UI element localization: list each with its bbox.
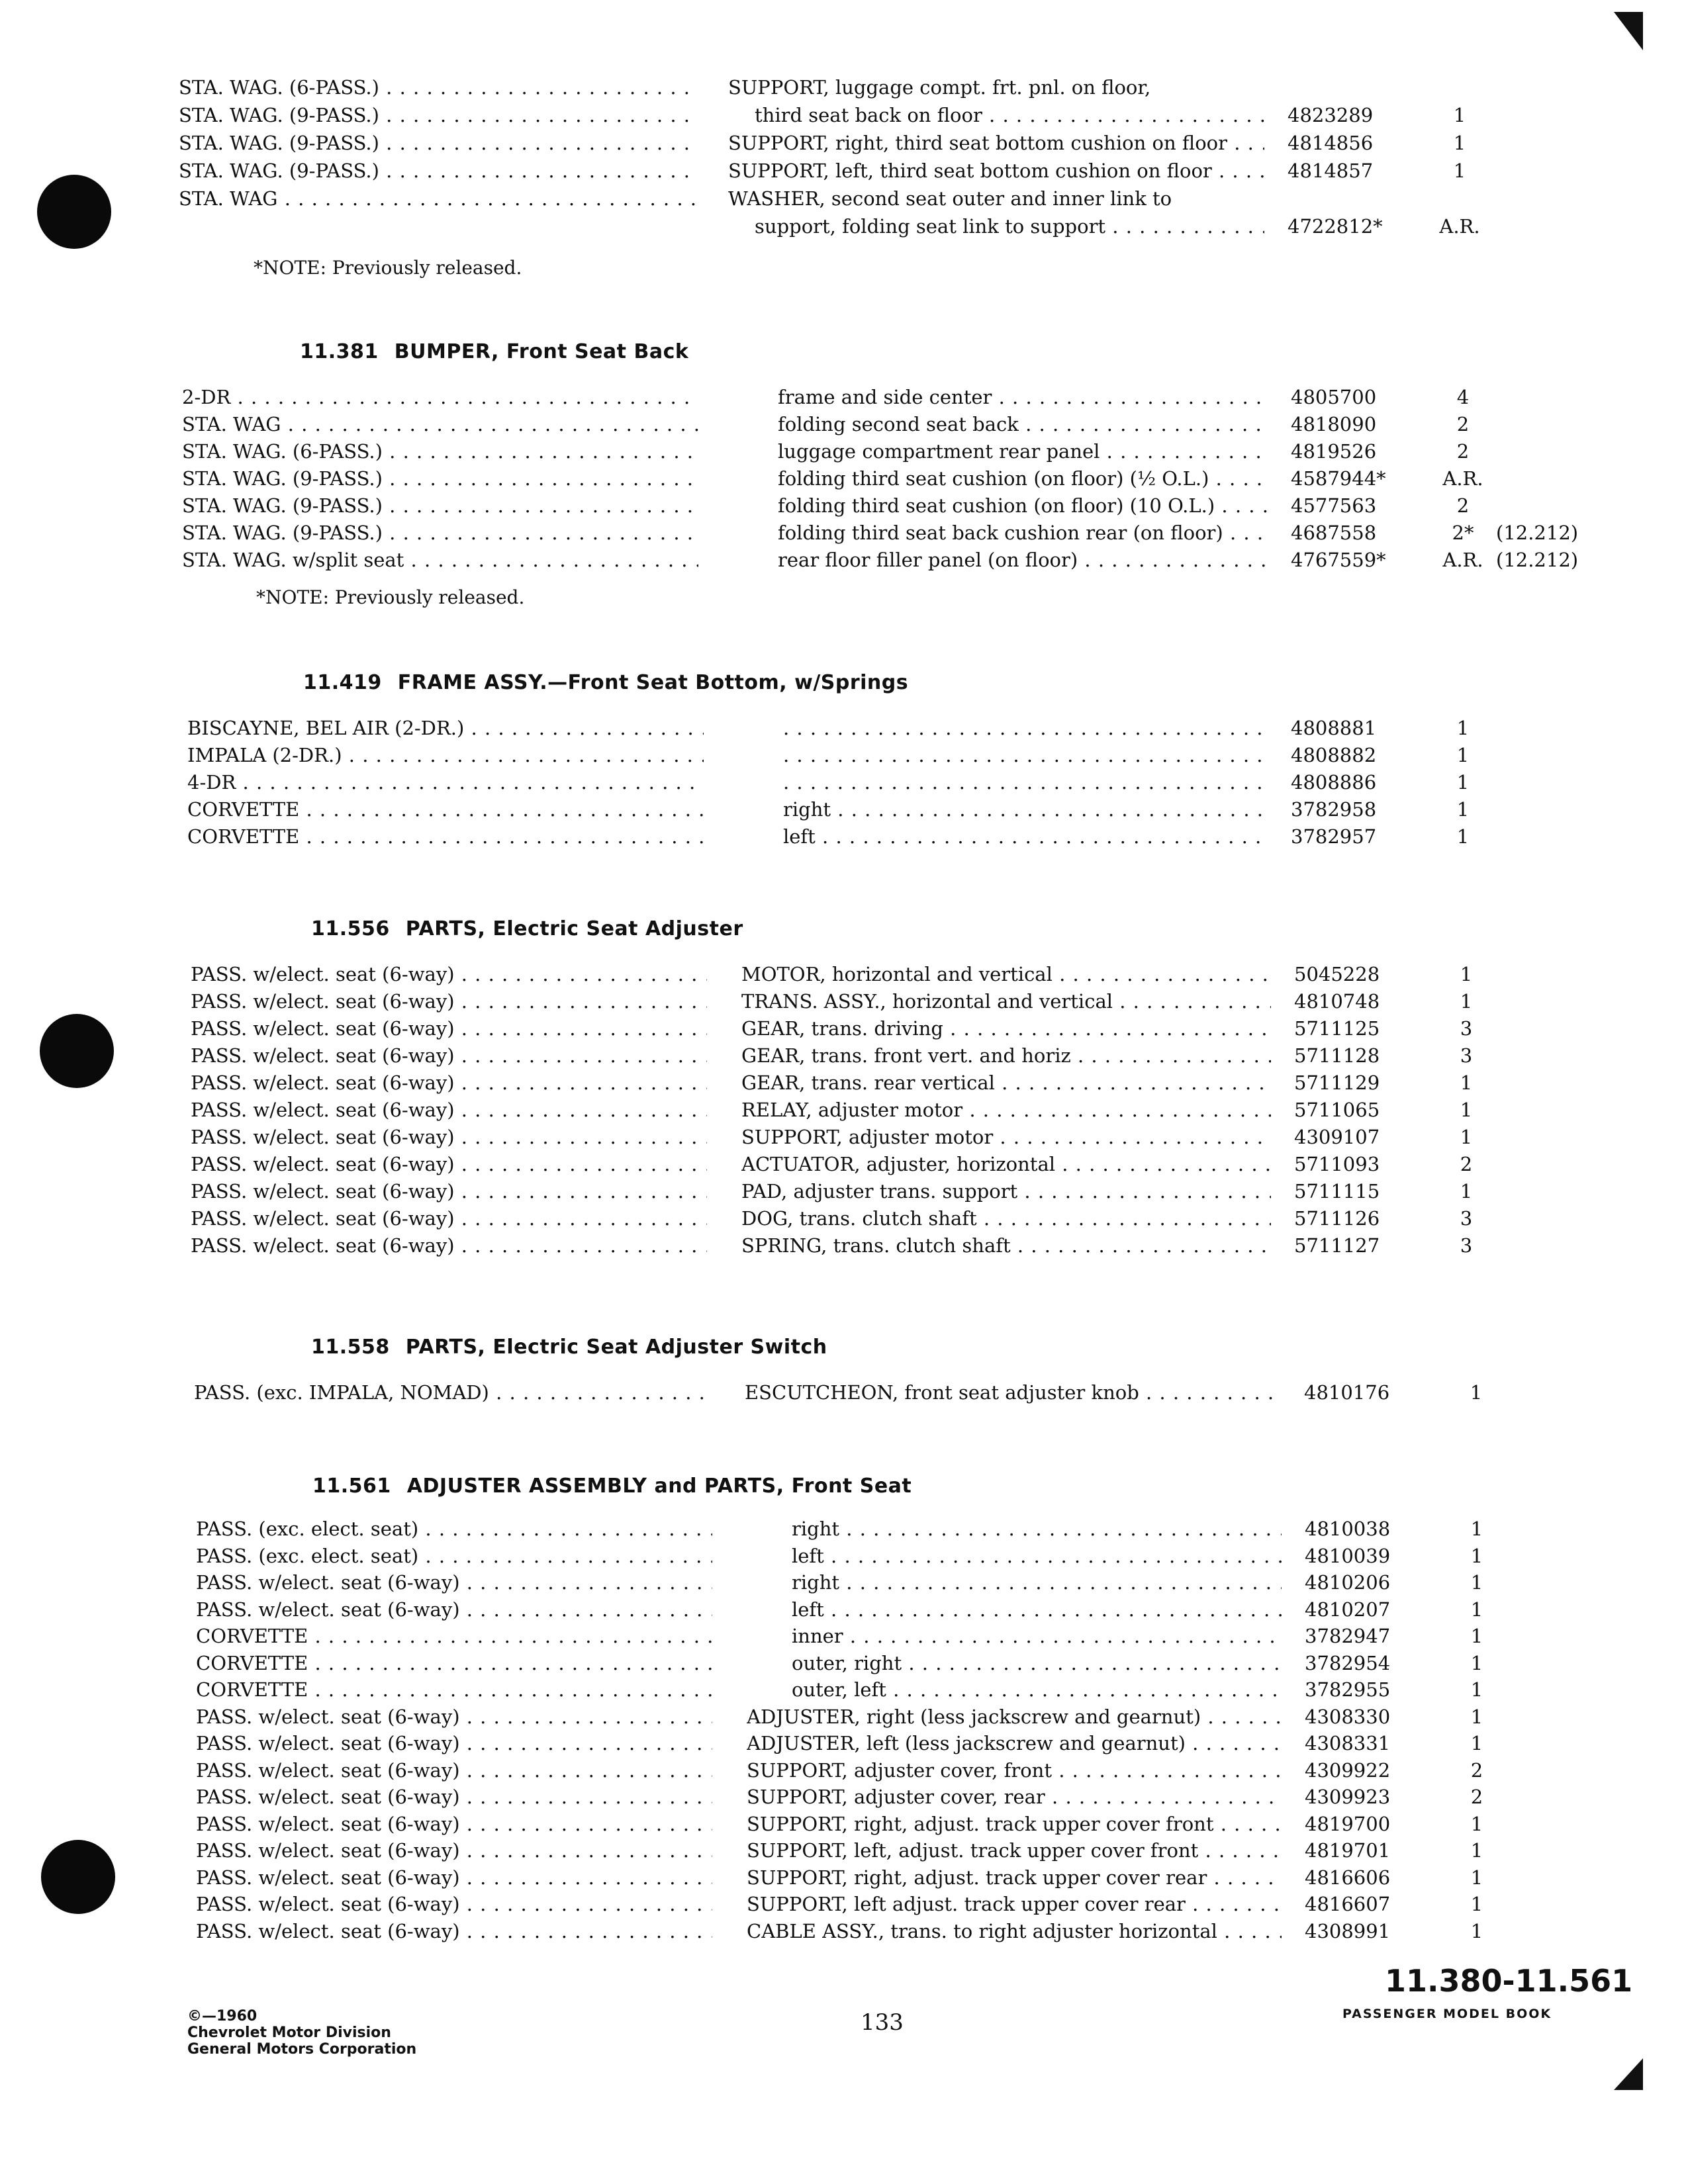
publisher-block [187, 2008, 416, 2058]
model-cell: PASS. w/elect. seat (6-way) . . . [191, 988, 707, 1015]
part-number: 4810748 [1294, 990, 1380, 1013]
quantity: 2 [1470, 1786, 1483, 1808]
model-cell: IMPALA (2-DR.) . . . [187, 742, 704, 769]
desc-cell: ADJUSTER, right (less jackscrew and gearnut) . . . [747, 1704, 1282, 1731]
model-cell: CORVETTE . . . [187, 796, 704, 823]
section-name: PARTS, [405, 1336, 486, 1359]
quantity: 2 [1456, 413, 1470, 435]
desc-cell: SUPPORT, left adjust. track upper cover rear . . . [747, 1891, 1282, 1918]
section-heading [303, 671, 908, 694]
quantity: 3 [1460, 1017, 1473, 1040]
part-number: 4577563 [1291, 494, 1377, 517]
model-cell: PASS. w/elect. seat (6-way) . . . [191, 1069, 707, 1097]
part-number: 4308991 [1305, 1919, 1391, 1942]
model-cell: CORVETTE . . . [196, 1676, 712, 1704]
quantity: 1 [1453, 159, 1466, 182]
corporation-name: General Motors Corporation [187, 2041, 417, 2058]
model-cell: STA. WAG. (9-PASS.) . . . [182, 492, 698, 520]
quantity: 1 [1460, 1126, 1473, 1148]
desc-cell: PAD, adjuster trans. support . . . [741, 1178, 1271, 1205]
quantity: 1 [1470, 1651, 1483, 1674]
model-cell: PASS. w/elect. seat (6-way) . . . [191, 1205, 707, 1232]
section-number: 11.419 [303, 671, 382, 694]
quantity: 1 [1456, 744, 1470, 766]
part-number: 4808882 [1291, 744, 1377, 766]
binder-hole-middle [40, 1014, 114, 1088]
part-number: 5711115 [1294, 1180, 1380, 1203]
part-number: 4823289 [1288, 104, 1374, 126]
desc-cell: DOG, trans. clutch shaft . . . [741, 1205, 1271, 1232]
quantity: 1 [1470, 1839, 1483, 1862]
quantity: 2 [1456, 494, 1470, 517]
quantity: 2 [1460, 1153, 1473, 1175]
model-cell: PASS. w/elect. seat (6-way) . . . [196, 1730, 712, 1757]
desc-cell: outer, right . . . [792, 1650, 1282, 1677]
part-number: 4309922 [1305, 1758, 1391, 1782]
footnote: *NOTE: Previously released. [256, 586, 525, 608]
model-cell: PASS. (exc. IMPALA, NOMAD) . . . [194, 1379, 710, 1406]
quantity: 2 [1456, 440, 1470, 463]
part-number: 5711128 [1294, 1044, 1380, 1067]
section-number: 11.381 [300, 340, 379, 363]
model-cell: CORVETTE . . . [196, 1650, 712, 1677]
part-number: 4810039 [1305, 1544, 1391, 1567]
part-number: 5711127 [1294, 1234, 1380, 1257]
model-cell: PASS. w/elect. seat (6-way) . . . [196, 1704, 712, 1731]
model-cell: PASS. w/elect. seat (6-way) . . . [196, 1837, 712, 1864]
desc-cell: third seat back on floor . . . [755, 102, 1264, 129]
reference: (12.212) [1496, 522, 1579, 544]
quantity: 1 [1470, 1518, 1483, 1540]
model-cell: PASS. w/elect. seat (6-way) . . . [196, 1891, 712, 1918]
quantity: 1 [1470, 1732, 1483, 1754]
footnote: *NOTE: Previously released. [254, 257, 522, 279]
model-cell: PASS. w/elect. seat (6-way) . . . [196, 1784, 712, 1811]
quantity: 1 [1456, 771, 1470, 794]
model-cell: PASS. w/elect. seat (6-way) . . . [191, 961, 707, 988]
part-number: 4810207 [1305, 1598, 1391, 1621]
quantity: 1 [1470, 1812, 1483, 1835]
model-cell: STA. WAG. (6-PASS.) . . . [182, 438, 698, 465]
desc-cell: RELAY, adjuster motor . . . [741, 1097, 1271, 1124]
desc-cell: ESCUTCHEON, front seat adjuster knob . . . [745, 1379, 1274, 1406]
quantity: 1 [1456, 825, 1470, 848]
part-number: 4767559* [1291, 549, 1386, 571]
part-number: 5711129 [1294, 1071, 1380, 1094]
part-number: 4587944* [1291, 467, 1386, 490]
desc-cell: GEAR, trans. rear vertical . . . [741, 1069, 1271, 1097]
section-subtitle: Electric Seat Adjuster Switch [492, 1336, 827, 1359]
model-cell: PASS. w/elect. seat (6-way) . . . [191, 1042, 707, 1069]
part-number: 4814856 [1288, 132, 1374, 154]
corner-mark-top-icon [1614, 12, 1647, 53]
model-cell: PASS. w/elect. seat (6-way) . . . [191, 1097, 707, 1124]
part-number: 4808886 [1291, 771, 1377, 794]
desc-cell: right . . . [783, 796, 1268, 823]
desc-cell: SUPPORT, luggage compt. frt. pnl. on floor, [728, 76, 1151, 99]
quantity: 1 [1460, 990, 1473, 1013]
part-number: 4819701 [1305, 1839, 1391, 1862]
quantity: 1 [1453, 132, 1466, 154]
desc-cell: folding third seat back cushion rear (on floor) . . . [778, 520, 1268, 547]
section-subtitle: Front Seat Back [506, 340, 689, 363]
model-cell: STA. WAG. (9-PASS.) . . . [179, 130, 695, 157]
desc-cell: folding third seat cushion (on floor) (½ O.L.) . . . [778, 465, 1268, 492]
desc-cell [783, 769, 1268, 796]
quantity: 1 [1470, 1571, 1483, 1594]
desc-cell: left . . . [783, 823, 1268, 850]
section-number: 11.561 [312, 1475, 391, 1498]
section-name: PARTS, [405, 917, 486, 940]
part-number: 4808881 [1291, 717, 1377, 739]
quantity: 1 [1460, 1071, 1473, 1094]
binder-hole-top [37, 175, 111, 249]
section-heading [311, 917, 743, 940]
desc-cell: luggage compartment rear panel . . . [778, 438, 1268, 465]
desc-cell: MOTOR, horizontal and vertical . . . [741, 961, 1271, 988]
desc-cell: SUPPORT, adjuster cover, front . . . [747, 1757, 1282, 1784]
quantity: 1 [1470, 1598, 1483, 1621]
part-number: 4810206 [1305, 1571, 1391, 1594]
desc-cell: SUPPORT, adjuster cover, rear . . . [747, 1784, 1282, 1811]
part-number: 4816607 [1305, 1893, 1391, 1915]
quantity: 3 [1460, 1207, 1473, 1230]
model-cell: BISCAYNE, BEL AIR (2-DR.) . . . [187, 715, 704, 742]
model-cell: STA. WAG. (6-PASS.) . . . [179, 74, 695, 101]
model-cell: PASS. w/elect. seat (6-way) . . . [196, 1757, 712, 1784]
part-number: 4819526 [1291, 440, 1377, 463]
quantity: 1 [1470, 1678, 1483, 1701]
desc-cell: GEAR, trans. front vert. and horiz . . . [741, 1042, 1271, 1069]
part-number: 4816606 [1305, 1866, 1391, 1889]
part-number: 4309107 [1294, 1126, 1380, 1148]
model-cell: STA. WAG . . . [182, 411, 698, 438]
desc-cell [783, 742, 1268, 769]
quantity: A.R. [1442, 549, 1483, 571]
part-number: 4308330 [1305, 1705, 1391, 1728]
section-subtitle: and PARTS, Front Seat [654, 1475, 912, 1498]
section-number: 11.558 [311, 1336, 390, 1359]
model-cell: CORVETTE . . . [196, 1623, 712, 1650]
copyright: ©—1960 [187, 2008, 258, 2025]
desc-cell: folding third seat cushion (on floor) (10 O.L.) . . . [778, 492, 1268, 520]
part-number: 5711093 [1294, 1153, 1380, 1175]
section-heading [311, 1336, 827, 1359]
desc-cell: ADJUSTER, left (less jackscrew and gearnut) . . . [747, 1730, 1282, 1757]
part-number: 5711126 [1294, 1207, 1380, 1230]
model-cell: STA. WAG. (9-PASS.) . . . [182, 465, 698, 492]
part-number: 5711125 [1294, 1017, 1380, 1040]
desc-cell: inner . . . [792, 1623, 1282, 1650]
quantity: 1 [1460, 963, 1473, 985]
part-number: 4814857 [1288, 159, 1374, 182]
quantity: 3 [1460, 1044, 1473, 1067]
desc-cell: SPRING, trans. clutch shaft . . . [741, 1232, 1271, 1259]
quantity: 1 [1456, 798, 1470, 821]
section-range: 11.380-11.561 [1385, 1963, 1633, 1999]
quantity: 1 [1470, 1544, 1483, 1567]
desc-cell: SUPPORT, right, adjust. track upper cover rear . . . [747, 1864, 1282, 1891]
section-name: BUMPER, [394, 340, 499, 363]
part-number: 4805700 [1291, 386, 1377, 408]
desc-cell: support, folding seat link to support . . . [755, 213, 1264, 240]
section-subtitle: Electric Seat Adjuster [492, 917, 743, 940]
section-subtitle: —Front Seat Bottom, w/Springs [547, 671, 909, 694]
part-number: 4810038 [1305, 1518, 1391, 1540]
model-cell: PASS. (exc. elect. seat) . . . [196, 1516, 712, 1543]
quantity: 2* [1452, 522, 1474, 544]
quantity: 1 [1460, 1180, 1473, 1203]
desc-cell: WASHER, second seat outer and inner link to [728, 187, 1172, 210]
quantity: 1 [1453, 104, 1466, 126]
desc-cell: outer, left . . . [792, 1676, 1282, 1704]
quantity: 1 [1470, 1625, 1483, 1647]
quantity: 1 [1456, 717, 1470, 739]
section-name: FRAME ASSY. [397, 671, 548, 694]
desc-cell: right . . . [792, 1569, 1282, 1596]
section-heading [312, 1475, 912, 1498]
part-number: 4687558 [1291, 522, 1377, 544]
desc-cell [783, 715, 1268, 742]
binder-hole-bottom [41, 1840, 115, 1914]
quantity: 1 [1460, 1099, 1473, 1121]
quantity: 3 [1460, 1234, 1473, 1257]
corner-mark-bottom-icon [1614, 2058, 1647, 2093]
quantity: 1 [1470, 1705, 1483, 1728]
model-cell: STA. WAG. w/split seat . . . [182, 547, 698, 574]
part-number: 4309923 [1305, 1786, 1391, 1808]
part-number: 3782954 [1305, 1651, 1391, 1674]
desc-cell: SUPPORT, right, adjust. track upper cover front . . . [747, 1811, 1282, 1838]
quantity: A.R. [1442, 467, 1483, 490]
model-cell: 4-DR . . . [187, 769, 704, 796]
division-name: Chevrolet Motor Division [187, 2025, 391, 2041]
model-cell: PASS. w/elect. seat (6-way) . . . [196, 1864, 712, 1891]
part-number: 4810176 [1304, 1381, 1390, 1404]
model-cell: PASS. w/elect. seat (6-way) . . . [196, 1569, 712, 1596]
desc-cell: frame and side center . . . [778, 384, 1268, 411]
desc-cell: SUPPORT, left, third seat bottom cushion on floor . . . [728, 158, 1264, 185]
reference: (12.212) [1496, 549, 1579, 571]
quantity: 1 [1470, 1381, 1483, 1404]
quantity: 2 [1470, 1758, 1483, 1782]
desc-cell: left . . . [792, 1596, 1282, 1623]
page-number: 133 [861, 2009, 904, 2036]
model-cell: PASS. w/elect. seat (6-way) . . . [196, 1918, 712, 1945]
part-number: 4308331 [1305, 1732, 1391, 1754]
model-cell: CORVETTE . . . [187, 823, 704, 850]
quantity: A.R. [1439, 215, 1480, 238]
part-number: 5711065 [1294, 1099, 1380, 1121]
model-cell: PASS. w/elect. seat (6-way) . . . [191, 1124, 707, 1151]
model-cell: PASS. w/elect. seat (6-way) . . . [196, 1811, 712, 1838]
quantity: 1 [1470, 1919, 1483, 1942]
model-cell: PASS. w/elect. seat (6-way) . . . [191, 1151, 707, 1178]
quantity: 1 [1470, 1893, 1483, 1915]
model-cell: PASS. w/elect. seat (6-way) . . . [191, 1015, 707, 1042]
quantity: 1 [1470, 1866, 1483, 1889]
book-title: PASSENGER MODEL BOOK [1342, 2007, 1552, 2021]
desc-cell: right . . . [792, 1516, 1282, 1543]
quantity: 4 [1456, 386, 1470, 408]
part-number: 4818090 [1291, 413, 1377, 435]
model-cell: 2-DR . . . [182, 384, 698, 411]
desc-cell: ACTUATOR, adjuster, horizontal . . . [741, 1151, 1271, 1178]
part-number: 5045228 [1294, 963, 1380, 985]
model-cell: STA. WAG. (9-PASS.) . . . [179, 102, 695, 129]
section-heading [300, 340, 688, 363]
desc-cell: SUPPORT, left, adjust. track upper cover front . . . [747, 1837, 1282, 1864]
desc-cell: SUPPORT, right, third seat bottom cushion on floor . . . [728, 130, 1264, 157]
part-number: 4722812* [1288, 215, 1383, 238]
model-cell: PASS. w/elect. seat (6-way) . . . [196, 1596, 712, 1623]
desc-cell: folding second seat back . . . [778, 411, 1268, 438]
part-number: 4819700 [1305, 1812, 1391, 1835]
section-number: 11.556 [311, 917, 390, 940]
part-number: 3782958 [1291, 798, 1377, 821]
desc-cell: TRANS. ASSY., horizontal and vertical . . . [741, 988, 1271, 1015]
part-number: 3782947 [1305, 1625, 1391, 1647]
desc-cell: left . . . [792, 1543, 1282, 1570]
part-number: 3782955 [1305, 1678, 1391, 1701]
model-cell: PASS. (exc. elect. seat) . . . [196, 1543, 712, 1570]
model-cell: PASS. w/elect. seat (6-way) . . . [191, 1178, 707, 1205]
desc-cell: SUPPORT, adjuster motor . . . [741, 1124, 1271, 1151]
model-cell: STA. WAG. (9-PASS.) . . . [182, 520, 698, 547]
desc-cell: GEAR, trans. driving . . . [741, 1015, 1271, 1042]
model-cell: STA. WAG. (9-PASS.) . . . [179, 158, 695, 185]
model-cell: PASS. w/elect. seat (6-way) . . . [191, 1232, 707, 1259]
part-number: 3782957 [1291, 825, 1377, 848]
section-name: ADJUSTER ASSEMBLY [406, 1475, 647, 1498]
desc-cell: rear floor filler panel (on floor) . . . [778, 547, 1268, 574]
desc-cell: CABLE ASSY., trans. to right adjuster horizontal . . . [747, 1918, 1282, 1945]
model-cell: STA. WAG . . . [179, 185, 695, 212]
